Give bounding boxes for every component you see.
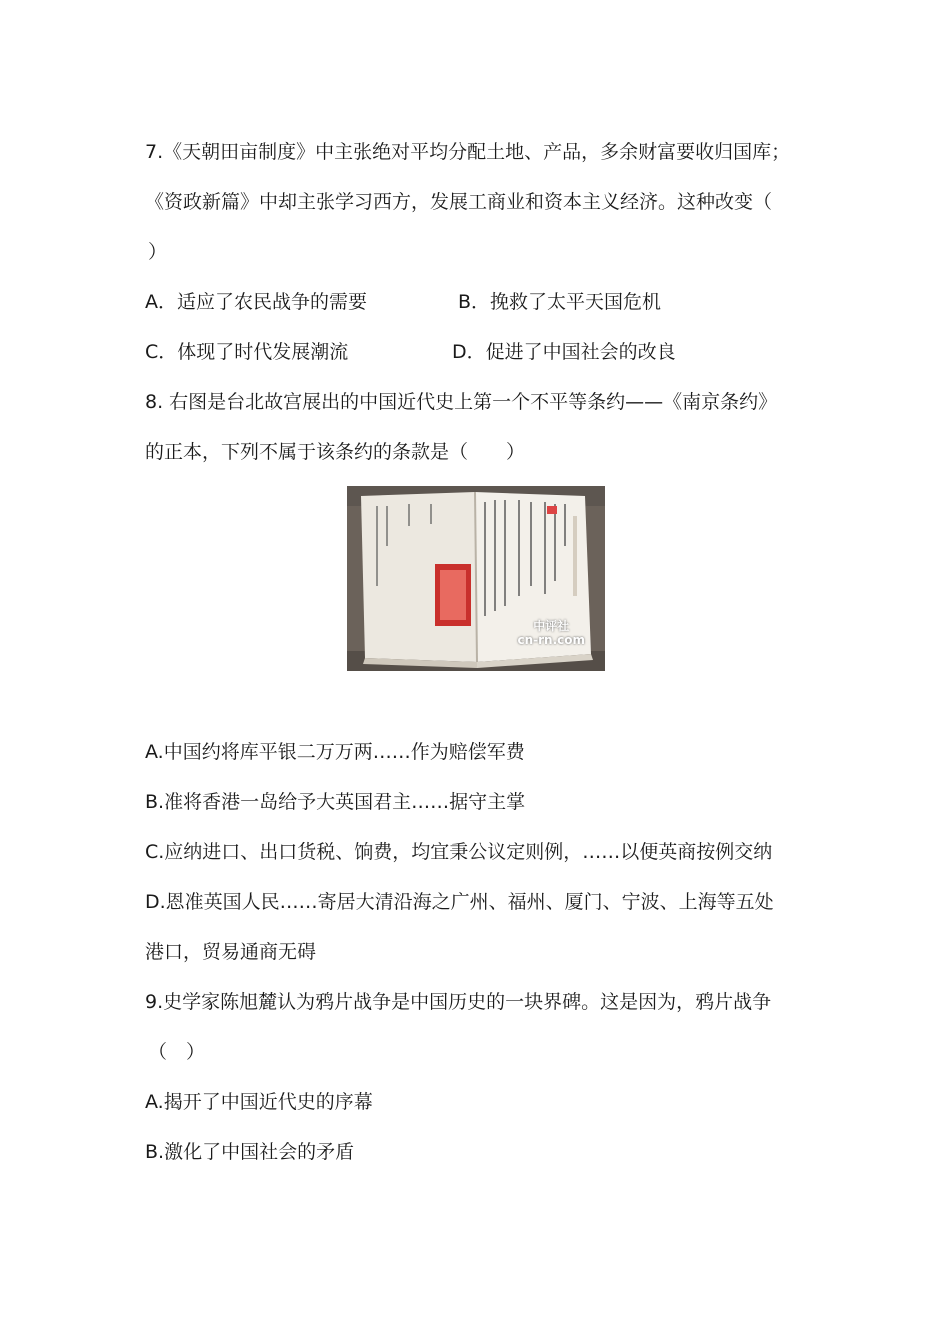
q8-option-a: A.中国约将库平银二万万两……作为赔偿军费 bbox=[145, 741, 525, 763]
q9-stem-line-1: 9.史学家陈旭麓认为鸦片战争是中国历史的一块界碑。这是因为，鸦片战争 bbox=[145, 991, 772, 1013]
q7-option-b: B．挽救了太平天国危机 bbox=[458, 291, 662, 313]
treaty-of-nanking-photo bbox=[347, 486, 605, 671]
q9-option-b: B.激化了中国社会的矛盾 bbox=[145, 1141, 355, 1163]
q7-stem-line-3: ） bbox=[148, 241, 168, 263]
photo-watermark bbox=[517, 619, 585, 647]
photo-watermark-line-2: cn-rn.com bbox=[517, 633, 585, 647]
q8-stem-line-1: 8. 右图是台北故宫展出的中国近代史上第一个不平等条约——《南京条约》 bbox=[145, 391, 778, 413]
q9-stem-line-2: （ ） bbox=[148, 1041, 206, 1063]
q9-option-a: A.揭开了中国近代史的序幕 bbox=[145, 1091, 373, 1113]
q7-stem-line-2: 《资政新篇》中却主张学习西方，发展工商业和资本主义经济。这种改变（ bbox=[145, 191, 773, 213]
q8-option-d-line-2: 港口，贸易通商无碍 bbox=[145, 941, 317, 963]
q8-option-c: C.应纳进口、出口货税、饷费，均宜秉公议定则例，……以便英商按例交纳 bbox=[145, 841, 773, 863]
q8-option-d-line-1: D.恩准英国人民……寄居大清沿海之广州、福州、厦门、宁波、上海等五处 bbox=[145, 891, 774, 913]
q7-option-d: D．促进了中国社会的改良 bbox=[452, 341, 676, 363]
q7-option-a: A．适应了农民战争的需要 bbox=[145, 291, 367, 313]
q8-stem-line-2: 的正本，下列不属于该条约的条款是（ ） bbox=[145, 441, 526, 463]
photo-watermark-line-1: 中评社 bbox=[533, 619, 570, 633]
q7-stem-line-1: 7.《天朝田亩制度》中主张绝对平均分配土地、产品，多余财富要收归国库； bbox=[145, 141, 791, 163]
q7-option-c: C．体现了时代发展潮流 bbox=[145, 341, 349, 363]
q8-option-b: B.准将香港一岛给予大英国君主……据守主掌 bbox=[145, 791, 526, 813]
